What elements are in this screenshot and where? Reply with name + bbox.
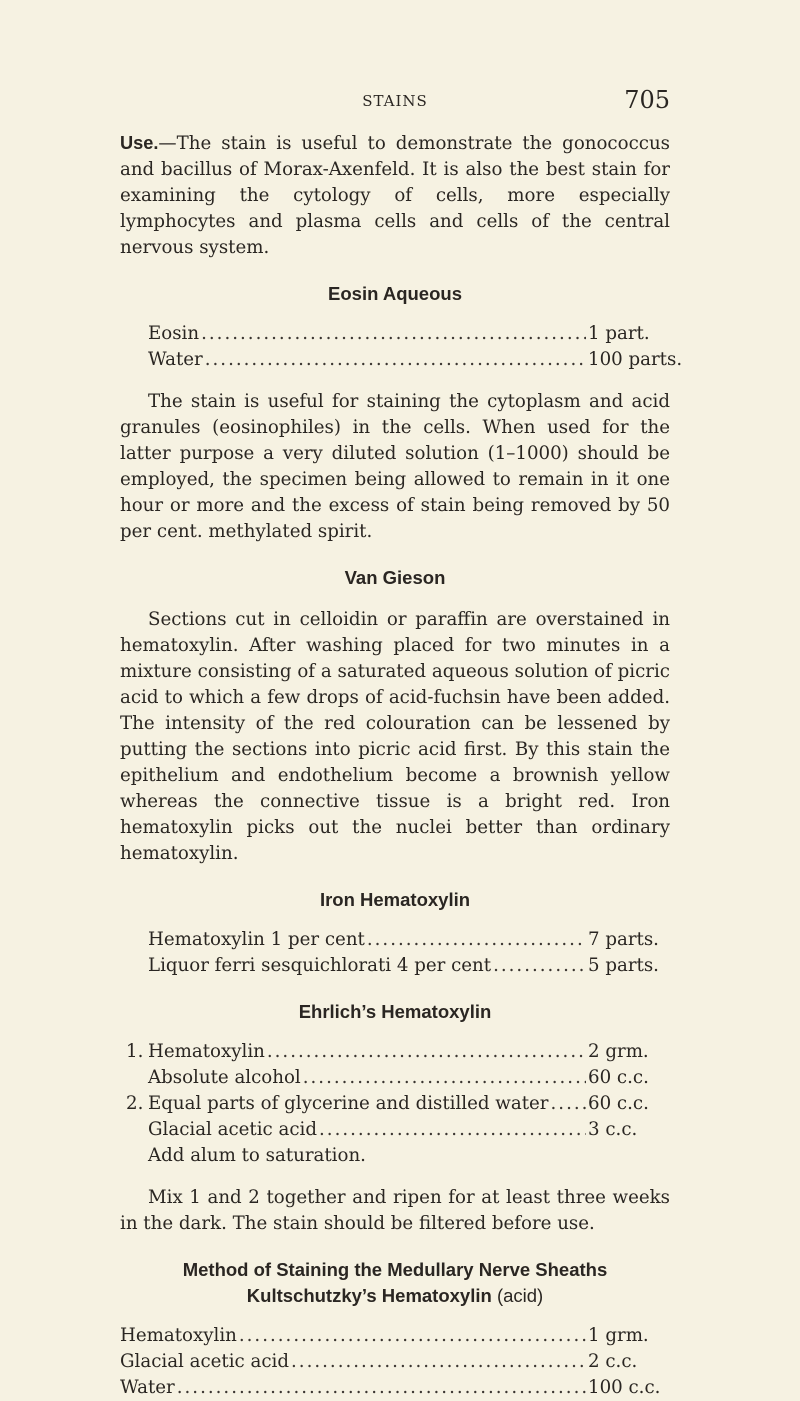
van-gieson-heading: Van Gieson xyxy=(344,567,446,588)
recipe-row xyxy=(120,1349,670,1375)
ingredient-label: Equal parts of glycerine and distilled water xyxy=(148,1093,549,1114)
ingredient-amount: 100 parts. xyxy=(588,349,683,370)
recipe-row xyxy=(148,927,670,953)
ingredient-label: Glacial acetic acid xyxy=(120,1351,290,1372)
step-number: 1. xyxy=(126,1041,144,1062)
medullary-subtitle-normal: (acid) xyxy=(496,1285,544,1306)
ingredient-label: Glacial acetic acid xyxy=(148,1119,318,1140)
leader-dots xyxy=(177,1375,586,1401)
ehrlich-recipe xyxy=(120,1039,670,1169)
ingredient-amount: 7 parts. xyxy=(588,929,659,950)
recipe-row xyxy=(148,347,683,373)
use-lead: Use. xyxy=(120,133,159,153)
recipe-row xyxy=(126,1039,670,1065)
ingredient-amount: 60 c.c. xyxy=(588,1093,649,1114)
page-number: 705 xyxy=(624,86,670,114)
leader-dots xyxy=(303,1065,586,1091)
leader-dots xyxy=(551,1091,587,1117)
recipe-row xyxy=(148,321,670,347)
leader-dots xyxy=(205,347,586,373)
eosin-aqueous-heading: Eosin Aqueous xyxy=(328,283,462,304)
leader-dots xyxy=(367,927,586,953)
leader-dots xyxy=(291,1349,586,1375)
recipe-row xyxy=(126,1117,670,1143)
medullary-heading: Method of Staining the Medullary Nerve Sheaths xyxy=(182,1259,608,1280)
step-number: 2. xyxy=(126,1093,144,1114)
ingredient-amount: 100 c.c. xyxy=(588,1377,661,1398)
ingredient-label: Water xyxy=(120,1377,175,1398)
ingredient-amount: 5 parts. xyxy=(588,955,659,976)
medullary-subtitle-bold: Kultschutzky’s Hematoxylin xyxy=(246,1285,492,1306)
van-gieson-paragraph: Sections cut in celloidin or paraffin are overstained in hematoxylin. After washing placed for two minutes in a mixture consisting of a saturated aqueous solution of picric acid to which a few drops of acid-fuchsin have been added. The intensity of the red colouration can be lessened by putting the sections into picric acid first. By this stain the epithelium and endothelium become a brownish yellow whereas the connective tissue is a bright red. Iron hematoxylin picks out the nuclei better than ordinary hematoxylin. xyxy=(120,609,670,864)
ingredient-amount: 60 c.c. xyxy=(588,1067,649,1088)
recipe-row xyxy=(126,1143,670,1169)
ingredient-amount: 1 part. xyxy=(588,323,650,344)
medullary-recipe xyxy=(120,1323,670,1401)
ehrlich-heading: Ehrlich’s Hematoxylin xyxy=(298,1001,492,1022)
recipe-row xyxy=(120,1323,670,1349)
leader-dots xyxy=(267,1039,586,1065)
eosin-recipe xyxy=(120,321,683,373)
ingredient-label: Hematoxylin xyxy=(120,1325,237,1346)
recipe-row xyxy=(148,953,670,979)
recipe-row xyxy=(126,1065,670,1091)
leader-dots xyxy=(201,321,586,347)
eosin-paragraph: The stain is useful for staining the cytoplasm and acid granules (eosinophiles) in the cells. When used for the latter purpose a very diluted solution (1–1000) should be employed, the specimen being allowed to remain in it one hour or more and the excess of stain being removed by 50 per cent. methylated spirit. xyxy=(120,391,670,542)
recipe-row xyxy=(126,1091,670,1117)
ingredient-label: Water xyxy=(148,349,203,370)
iron-recipe xyxy=(120,927,670,979)
ingredient-amount: 2 c.c. xyxy=(588,1351,638,1372)
leader-dots xyxy=(319,1117,586,1143)
page-body xyxy=(120,124,683,1401)
ingredient-label: Hematoxylin xyxy=(148,1041,265,1062)
ingredient-label: Liquor ferri sesquichlorati 4 per cent xyxy=(148,955,492,976)
ehrlich-paragraph: Mix 1 and 2 together and ripen for at least three weeks in the dark. The stain should be filtered before use. xyxy=(120,1187,670,1234)
ingredient-label: Hematoxylin 1 per cent xyxy=(148,929,365,950)
page-header xyxy=(120,88,670,122)
recipe-row xyxy=(120,1375,670,1401)
ingredient-amount: 1 grm. xyxy=(588,1325,649,1346)
ingredient-label: Add alum to saturation. xyxy=(148,1145,366,1166)
use-paragraph xyxy=(120,130,670,261)
ingredient-label: Absolute alcohol xyxy=(148,1067,301,1088)
ingredient-amount: 3 c.c. xyxy=(588,1119,638,1140)
leader-dots xyxy=(239,1323,586,1349)
running-head: STAINS xyxy=(362,92,428,110)
iron-hematoxylin-heading: Iron Hematoxylin xyxy=(319,889,471,910)
leader-dots xyxy=(493,953,586,979)
ingredient-label: Eosin xyxy=(148,323,200,344)
ingredient-amount: 2 grm. xyxy=(588,1041,649,1062)
medullary-subheading xyxy=(120,1283,670,1309)
use-text: —The stain is useful to demonstrate the gonococcus and bacillus of Morax-Axenfeld. It is also the best stain for examining the cytology of cells, more especially lymphocytes and plasma cells and cells of the central nervous system. xyxy=(120,133,670,258)
